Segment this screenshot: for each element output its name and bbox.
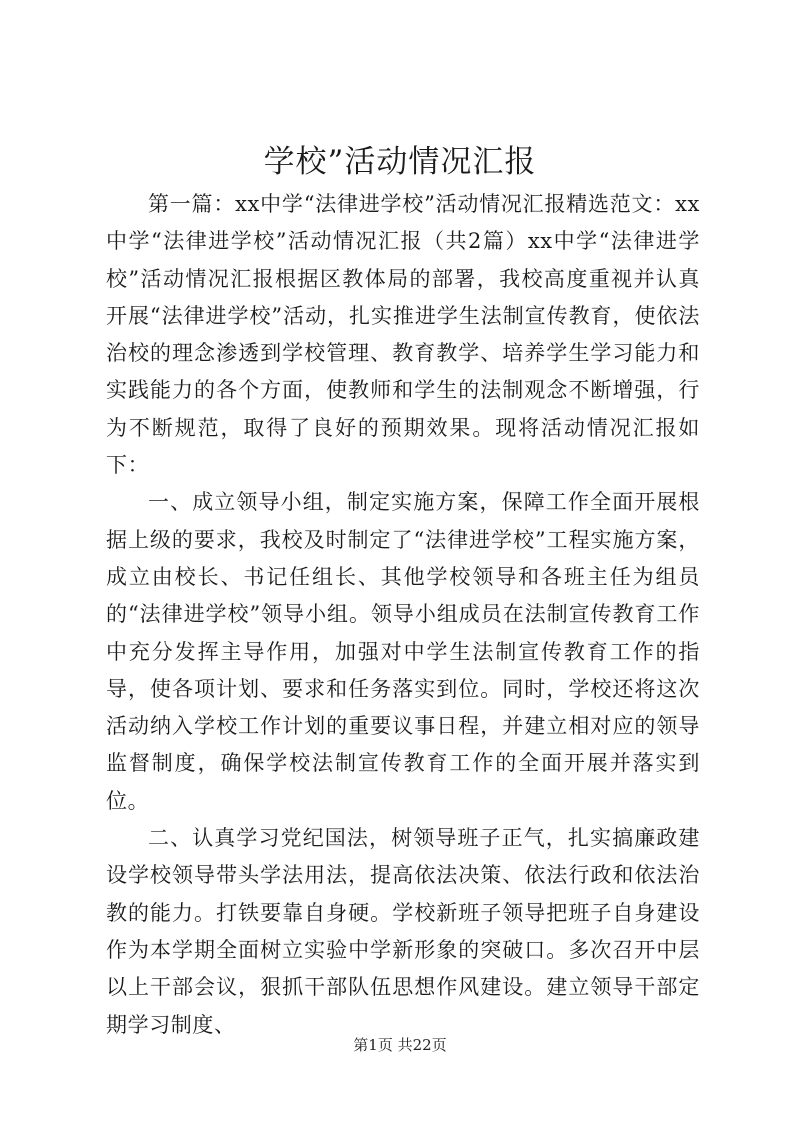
page-number-footer: 第1页 共22页 xyxy=(353,1036,447,1054)
document-title: 学校”活动情况汇报 xyxy=(263,144,537,180)
paragraph-section-one: 一、成立领导小组，制定实施方案，保障工作全面开展根据上级的要求，我校及时制定了“法律进学校”工程实施方案，成立由校长、书记任组长、其他学校领导和各班主任为组员的“法律进学校”领导小组。领导小组成员在法制宣传教育工作中充分发挥主导作用，加强对中学生法制宣传教育工作的指导，使各项计划、要求和任务落实到位。同时，学校还将这次活动纳入学校工作计划的重要议事日程，并建立相对应的领导监督制度，确保学校法制宣传教育工作的全面开展并落实到位。 xyxy=(106,490,700,813)
paragraph-intro: 第一篇：xx中学“法律进学校”活动情况汇报精选范文：xx中学“法律进学校”活动情况汇报（共2篇）xx中学“法律进学校”活动情况汇报根据区教体局的部署，我校高度重视并认真开展“法律进学校”活动，扎实推进学生法制宣传教育，使依法治校的理念渗透到学校管理、教育教学、培养学生学习能力和实践能力的各个方面，使教师和学生的法制观念不断增强，行为不断规范，取得了良好的预期效果。现将活动情况汇报如下： xyxy=(106,192,700,478)
document-body xyxy=(106,186,700,1044)
paragraph-section-two: 二、认真学习党纪国法，树领导班子正气，扎实搞廉政建设学校领导带头学法用法，提高依法决策、依法行政和依法治教的能力。打铁要靠自身硬。学校新班子领导把班子自身建设作为本学期全面树立实验中学新形象的突破口。多次召开中层以上干部会议，狠抓干部队伍思想作风建设。建立领导干部定期学习制度、 xyxy=(106,826,700,1037)
